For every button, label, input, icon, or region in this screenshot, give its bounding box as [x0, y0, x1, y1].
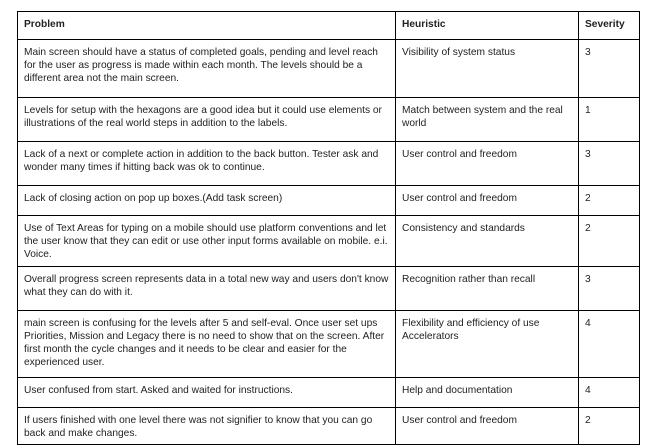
severity-cell: 4 [579, 378, 640, 408]
heuristic-cell: User control and freedom [396, 142, 579, 186]
severity-cell: 2 [579, 186, 640, 216]
column-header-problem: Problem [18, 12, 396, 40]
table-row [18, 186, 640, 216]
heuristic-evaluation-table [17, 11, 640, 445]
severity-cell: 3 [579, 142, 640, 186]
problem-cell: User confused from start. Asked and waited for instructions. [18, 378, 396, 408]
column-header-heuristic: Heuristic [396, 12, 579, 40]
severity-cell: 2 [579, 216, 640, 267]
table-row [18, 311, 640, 378]
heuristic-cell: Help and documentation [396, 378, 579, 408]
problem-cell: Lack of a next or complete action in addition to the back button. Tester ask and wonder many times if hitting back was ok to continue. [18, 142, 396, 186]
problem-cell: main screen is confusing for the levels after 5 and self-eval. Once user set ups Priorities, Mission and Legacy there is no need to show that on the screen. After first month the cycle changes and it needs to be clear and easier for the experienced user. [18, 311, 396, 378]
problem-cell: If users finished with one level there was not signifier to know that you can go back and make changes. [18, 408, 396, 445]
table-row [18, 40, 640, 98]
table-row [18, 98, 640, 142]
severity-cell: 3 [579, 267, 640, 311]
table-row [18, 267, 640, 311]
table-row [18, 408, 640, 445]
severity-cell: 1 [579, 98, 640, 142]
problem-cell: Overall progress screen represents data in a total new way and users don't know what they can do with it. [18, 267, 396, 311]
problem-cell: Lack of closing action on pop up boxes.(Add task screen) [18, 186, 396, 216]
heuristic-cell: User control and freedom [396, 186, 579, 216]
problem-cell: Use of Text Areas for typing on a mobile should use platform conventions and let the user know that they can edit or use other input forms available on mobile. e.i. Voice. [18, 216, 396, 267]
header-row [18, 12, 640, 40]
table-row [18, 142, 640, 186]
table-row [18, 378, 640, 408]
column-header-severity: Severity [579, 12, 640, 40]
severity-cell: 3 [579, 40, 640, 98]
severity-cell: 4 [579, 311, 640, 378]
problem-cell: Levels for setup with the hexagons are a good idea but it could use elements or illustrations of the real world steps in addition to the labels. [18, 98, 396, 142]
heuristic-cell: Flexibility and efficiency of use Accelerators [396, 311, 579, 378]
heuristic-cell: Consistency and standards [396, 216, 579, 267]
heuristic-cell: Recognition rather than recall [396, 267, 579, 311]
heuristic-cell: Match between system and the real world [396, 98, 579, 142]
heuristic-cell: User control and freedom [396, 408, 579, 445]
table-row [18, 216, 640, 267]
problem-cell: Main screen should have a status of completed goals, pending and level reach for the user as progress is made within each month. The levels should be a different area not the main screen. [18, 40, 396, 98]
heuristic-evaluation-table-container [17, 11, 640, 445]
heuristic-cell: Visibility of system status [396, 40, 579, 98]
severity-cell: 2 [579, 408, 640, 445]
